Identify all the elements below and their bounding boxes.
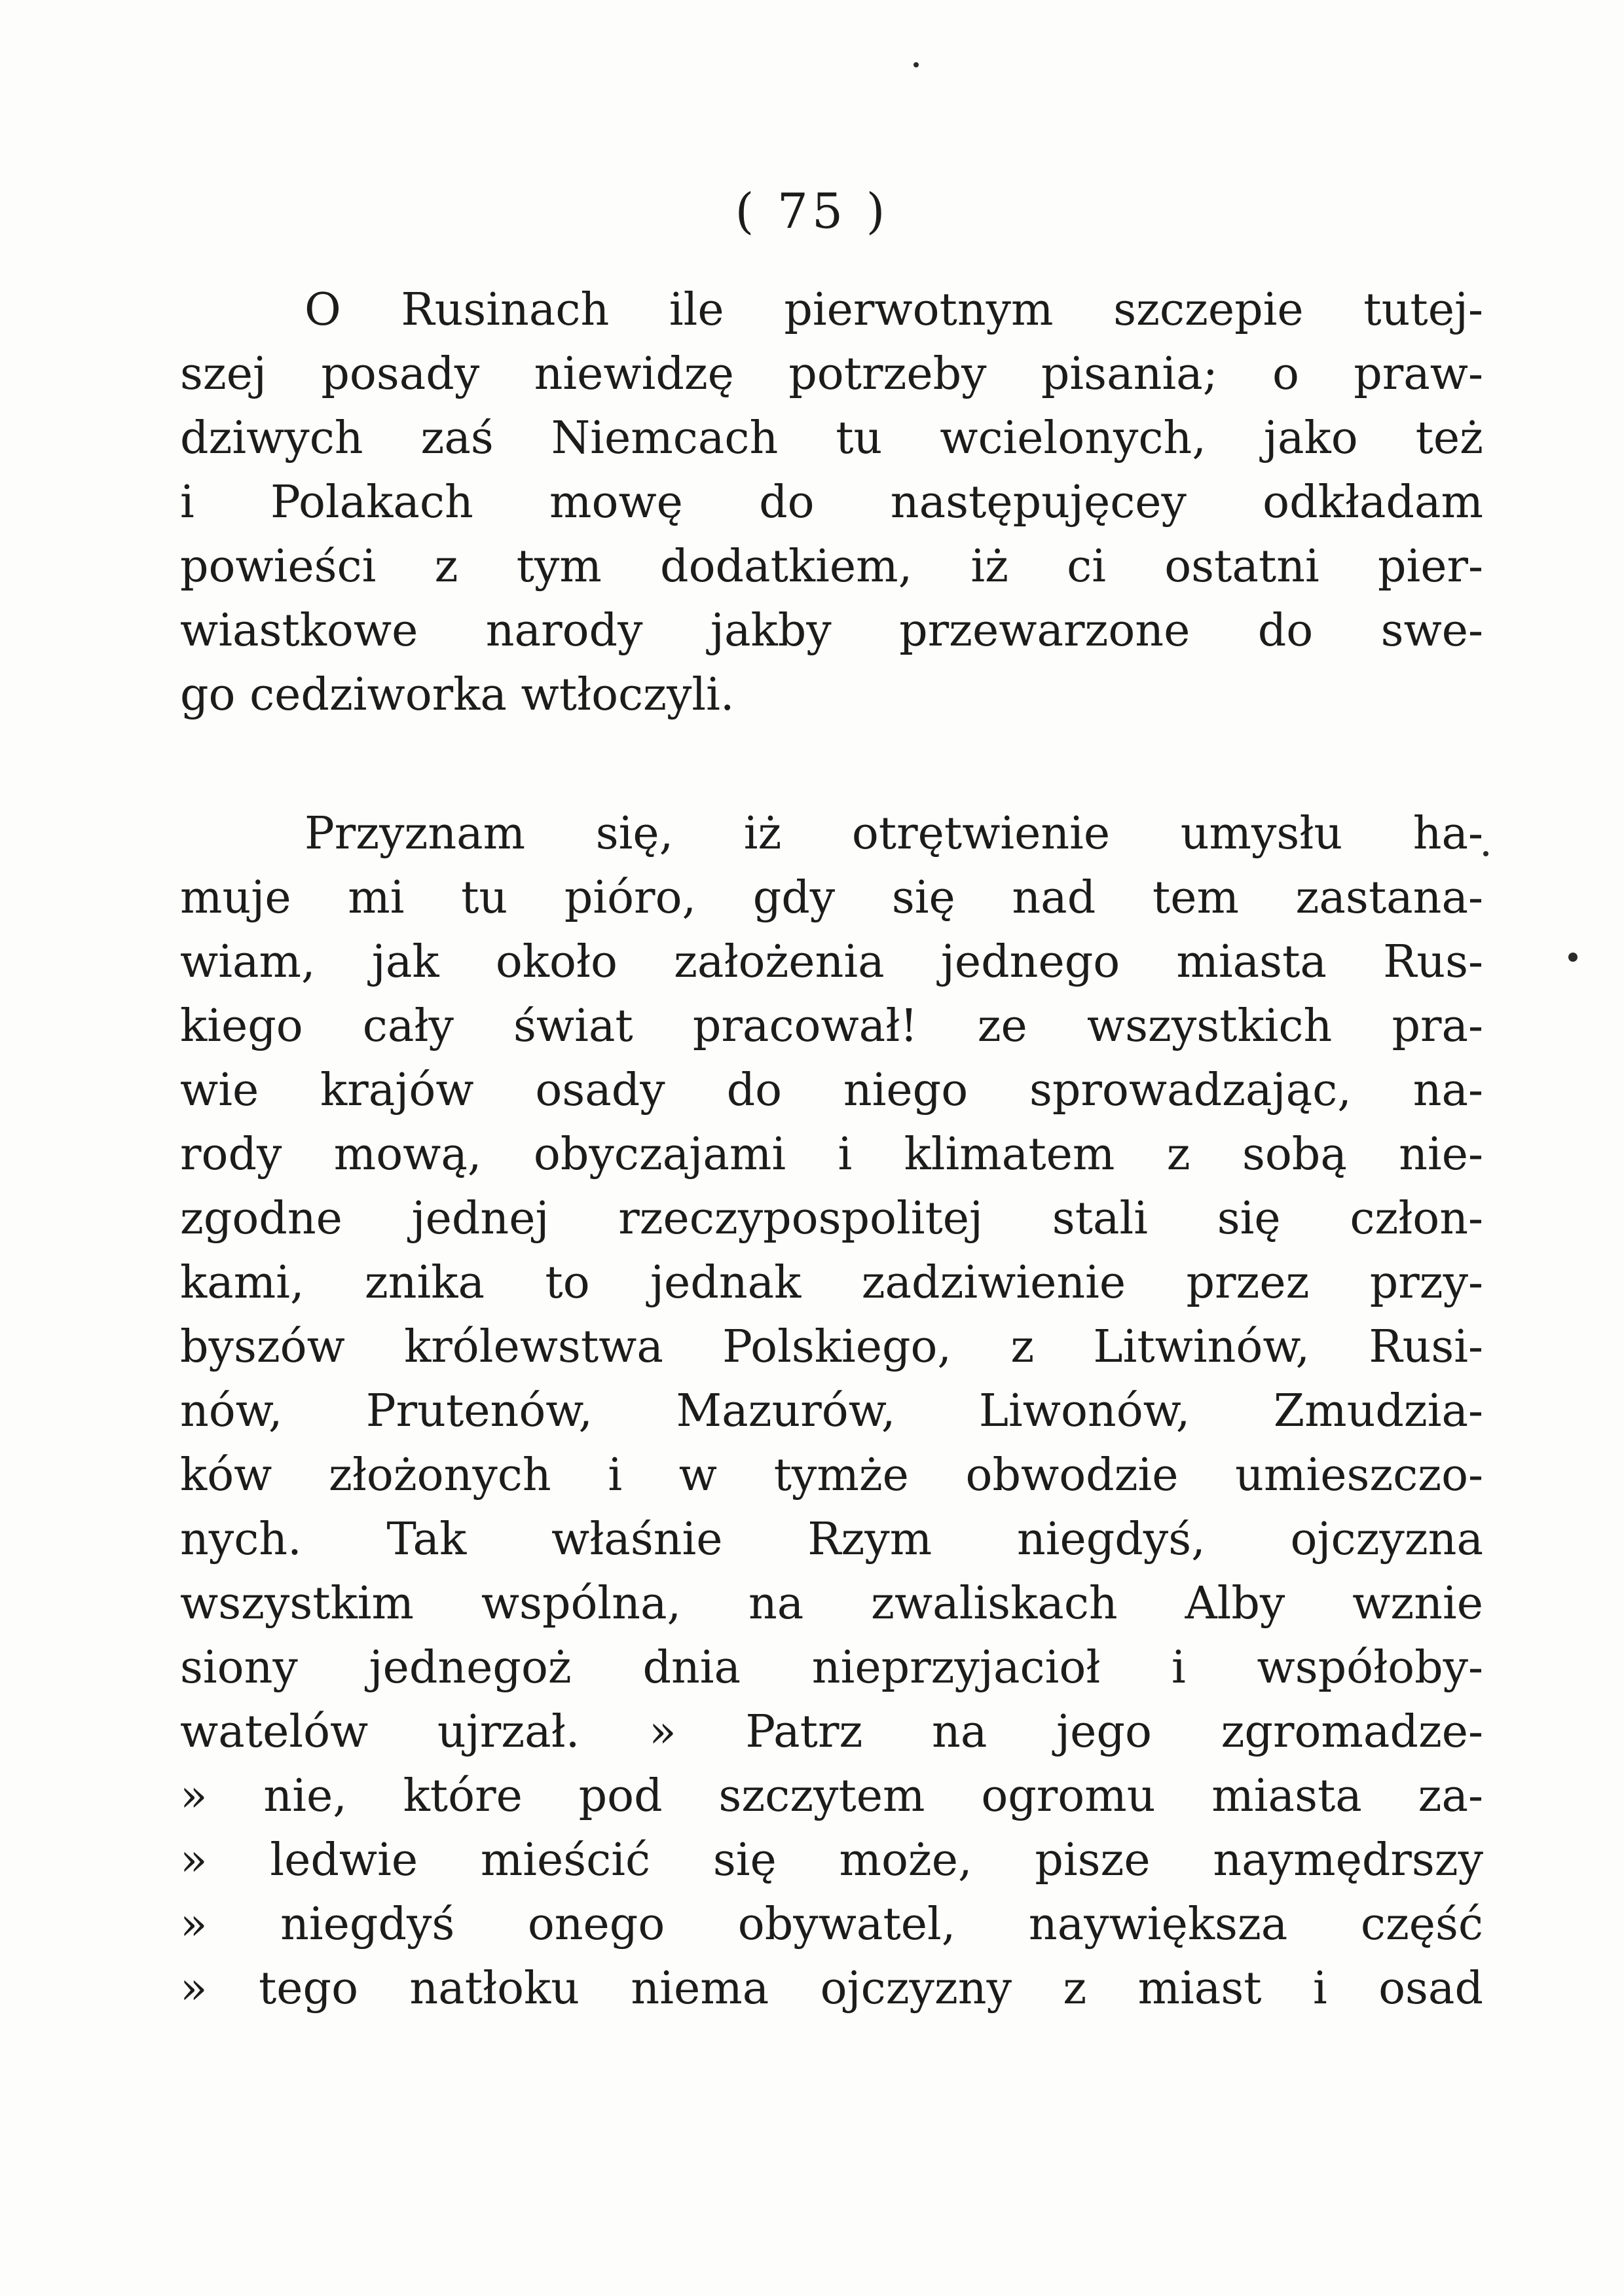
text-line: siony jednegoż dnia nieprzyjacioł i współoby- <box>180 1642 1483 1694</box>
text-line: kiego cały świat pracował! ze wszystkich pra- <box>180 1000 1483 1052</box>
text-line: byszów królewstwa Polskiego, z Litwinów, Rusi- <box>180 1321 1483 1373</box>
text-line: szej posady niewidzę potrzeby pisania; o praw- <box>180 348 1483 400</box>
page-number: ( 75 ) <box>735 183 889 240</box>
paper-speck <box>1483 851 1488 856</box>
paper-speck <box>1568 953 1578 962</box>
paragraph-2 <box>180 802 1483 2021</box>
paper-speck <box>913 62 919 67</box>
text-line: wiastkowe narody jakby przewarzone do swe- <box>180 605 1483 657</box>
text-line: » tego natłoku niema ojczyzny z miast i osad <box>180 1963 1483 2014</box>
text-line: nych. Tak właśnie Rzym niegdyś, ojczyzna <box>180 1514 1483 1565</box>
text-line: kami, znika to jednak zadziwienie przez przy- <box>180 1257 1483 1309</box>
text-line: O Rusinach ile pierwotnym szczepie tutej- <box>304 284 1483 336</box>
text-line: i Polakach mowę do następujęcey odkładam <box>180 477 1483 528</box>
text-line: wiam, jak około założenia jednego miasta Rus- <box>180 936 1483 988</box>
text-line: watelów ujrzał. » Patrz na jego zgromadze- <box>180 1706 1483 1758</box>
text-line: wszystkim wspólna, na zwaliskach Alby wznie <box>180 1578 1483 1630</box>
text-line: » nie, które pod szczytem ogromu miasta za- <box>180 1770 1483 1822</box>
text-line: wie krajów osady do niego sprowadzając, na- <box>180 1065 1483 1116</box>
text-line: go cedziworka wtłoczyli. <box>180 669 735 721</box>
text-line: » niegdyś onego obywatel, naywiększa część <box>180 1899 1483 1950</box>
text-line: zgodne jednej rzeczypospolitej stali się człon- <box>180 1193 1483 1245</box>
text-line: Przyznam się, iż otrętwienie umysłu ha- <box>304 808 1483 860</box>
text-line: rody mową, obyczajami i klimatem z sobą nie- <box>180 1129 1483 1180</box>
text-line: dziwych zaś Niemcach tu wcielonych, jako też <box>180 412 1483 464</box>
text-line: muje mi tu pióro, gdy się nad tem zastana- <box>180 872 1483 924</box>
text-line: nów, Prutenów, Mazurów, Liwonów, Zmudzia- <box>180 1385 1483 1437</box>
text-line: » ledwie mieścić się może, pisze naymędrszy <box>180 1834 1483 1886</box>
paragraph-1 <box>180 278 1483 727</box>
text-line: powieści z tym dodatkiem, iż ci ostatni pier- <box>180 541 1483 592</box>
text-line: ków złożonych i w tymże obwodzie umieszczo- <box>180 1449 1483 1501</box>
